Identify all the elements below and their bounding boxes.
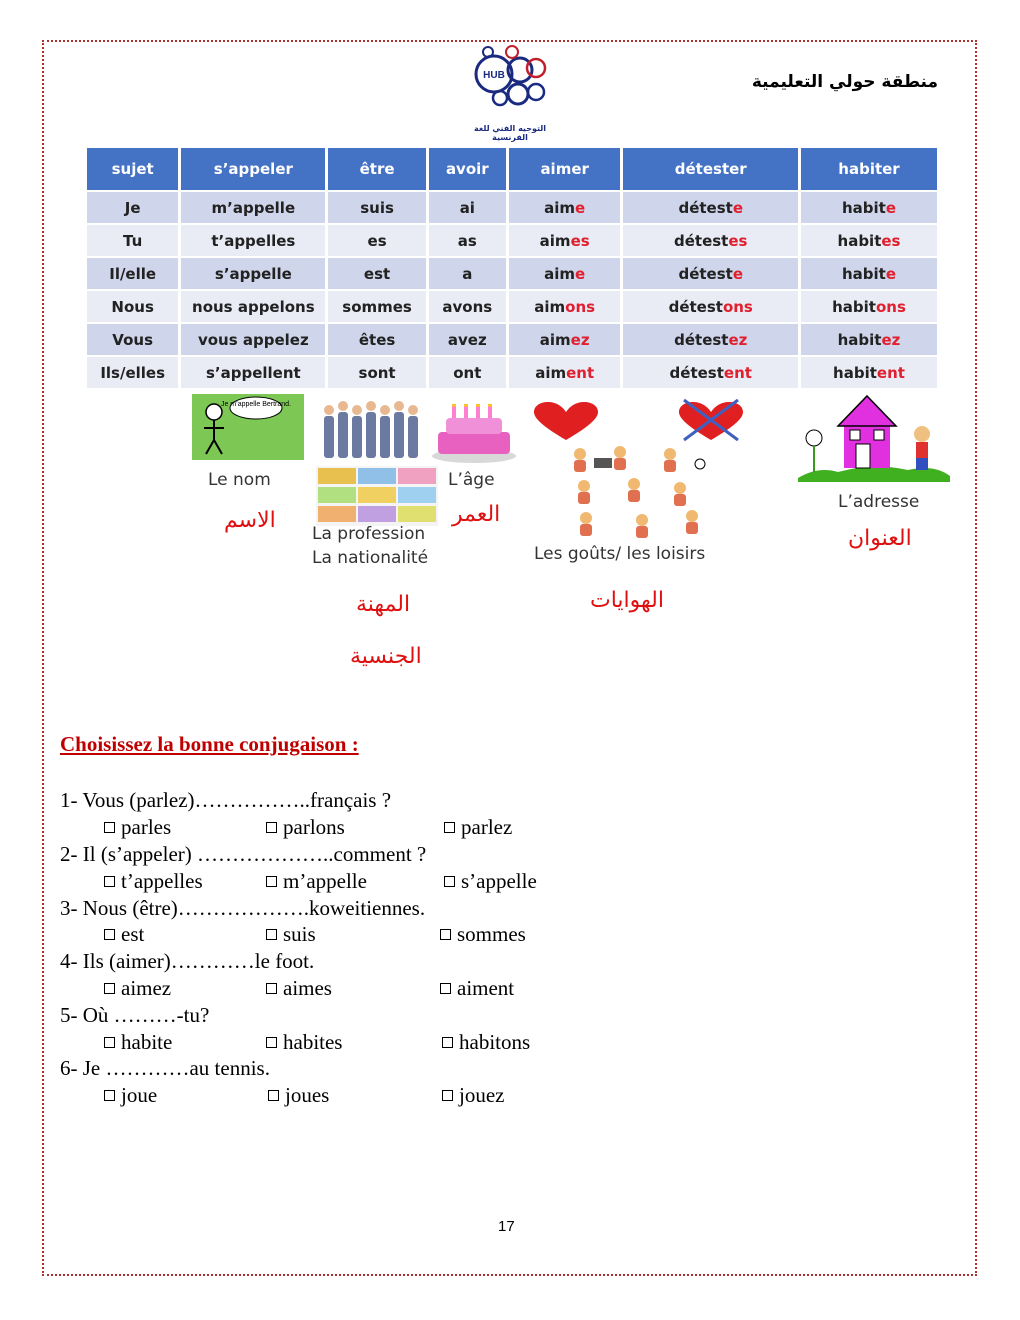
option-checkbox[interactable]: habites <box>266 1030 342 1055</box>
cell-aimer: aimez <box>509 324 621 355</box>
option-checkbox[interactable]: m’appelle <box>266 869 367 894</box>
speech-bubble-text: Je m’appelle Bertrand. <box>220 401 292 408</box>
cell-aimer: aimes <box>509 225 621 256</box>
checkbox-icon <box>266 876 277 887</box>
cell-detester: déteste <box>623 258 798 289</box>
col-header-avoir: avoir <box>429 148 506 190</box>
checkbox-icon <box>442 1090 453 1101</box>
cell-avoir: ai <box>429 192 506 223</box>
option-checkbox[interactable]: joues <box>268 1083 329 1108</box>
page-number: 17 <box>498 1218 515 1235</box>
house-icon <box>798 392 950 482</box>
cell-appeler: m’appelle <box>181 192 325 223</box>
checkbox-icon <box>104 876 115 887</box>
cell-aimer: aime <box>509 258 621 289</box>
option-checkbox[interactable]: aimez <box>104 976 171 1001</box>
col-header-aimer: aimer <box>509 148 621 190</box>
option-checkbox[interactable]: parlez <box>444 815 512 840</box>
cell-aimer: aimons <box>509 291 621 322</box>
checkbox-icon <box>442 1037 453 1048</box>
option-checkbox[interactable]: suis <box>266 922 316 947</box>
cell-detester: détestent <box>623 357 798 388</box>
caption-profession: La profession <box>312 524 426 544</box>
cell-aimer: aiment <box>509 357 621 388</box>
checkbox-icon <box>266 822 277 833</box>
checkbox-icon <box>104 822 115 833</box>
table-row <box>87 192 937 223</box>
cell-detester: détestons <box>623 291 798 322</box>
col-header-etre: être <box>328 148 425 190</box>
cell-habiter: habite <box>801 258 937 289</box>
cell-sujet: Ils/elles <box>87 357 178 388</box>
checkbox-icon <box>104 1090 115 1101</box>
cell-avoir: a <box>429 258 506 289</box>
cell-sujet: Nous <box>87 291 178 322</box>
col-header-sappeler: s’appeler <box>181 148 325 190</box>
checkbox-icon <box>444 822 455 833</box>
col-header-habiter: habiter <box>801 148 937 190</box>
cell-sujet: Tu <box>87 225 178 256</box>
cell-detester: détestes <box>623 225 798 256</box>
option-checkbox[interactable]: joue <box>104 1083 157 1108</box>
hobbies-illustration <box>560 440 710 540</box>
option-checkbox[interactable]: parlons <box>266 815 345 840</box>
checkbox-icon <box>440 929 451 940</box>
cell-detester: déteste <box>623 192 798 223</box>
cell-etre: es <box>328 225 425 256</box>
cell-sujet: Vous <box>87 324 178 355</box>
cell-etre: suis <box>328 192 425 223</box>
cell-detester: détestez <box>623 324 798 355</box>
question-3: 3- Nous (être)……………….koweitiennes. <box>60 896 426 920</box>
col-header-sujet: sujet <box>87 148 178 190</box>
question-4: 4- Ils (aimer)…………le foot. <box>60 949 315 973</box>
question-6: 6- Je …………au tennis. <box>60 1056 270 1080</box>
option-checkbox[interactable]: jouez <box>442 1083 504 1108</box>
cell-avoir: avez <box>429 324 506 355</box>
option-checkbox[interactable]: habitons <box>442 1030 530 1055</box>
cell-appeler: s’appelle <box>181 258 325 289</box>
cell-appeler: nous appelons <box>181 291 325 322</box>
ar-label-profession: المهنة <box>356 592 411 617</box>
logo-tagline: التوجيه الفني للغة الفرنسية <box>474 124 546 142</box>
option-checkbox[interactable]: aiment <box>440 976 514 1001</box>
table-row <box>87 357 937 388</box>
cell-avoir: as <box>429 225 506 256</box>
cell-habiter: habite <box>801 192 937 223</box>
col-header-detester: détester <box>623 148 798 190</box>
ar-label-nom: الاسم <box>224 508 276 533</box>
flags-illustration <box>316 466 438 526</box>
checkbox-icon <box>266 983 277 994</box>
cell-habiter: habites <box>801 225 937 256</box>
checkbox-icon <box>266 1037 277 1048</box>
heart-icon <box>532 402 600 442</box>
exercise-instruction: Choisissez la bonne conjugaison : <box>60 732 359 756</box>
question-1: 1- Vous (parlez)……………..français ? <box>60 788 392 812</box>
table-row <box>87 324 937 355</box>
option-checkbox[interactable]: sommes <box>440 922 526 947</box>
ar-label-loisirs: الهوايات <box>590 588 664 613</box>
table-row <box>87 225 937 256</box>
cell-sujet: Je <box>87 192 178 223</box>
checkbox-icon <box>268 1090 279 1101</box>
option-checkbox[interactable]: s’appelle <box>444 869 537 894</box>
conjugation-table <box>84 146 940 390</box>
checkbox-icon <box>444 876 455 887</box>
ar-label-adresse: العنوان <box>848 526 912 551</box>
cell-aimer: aime <box>509 192 621 223</box>
caption-gouts: Les goûts/ les loisirs <box>534 544 706 564</box>
option-checkbox[interactable]: est <box>104 922 144 947</box>
cell-habiter: habitez <box>801 324 937 355</box>
cell-appeler: s’appellent <box>181 357 325 388</box>
table-row <box>87 291 937 322</box>
cell-habiter: habitent <box>801 357 937 388</box>
cell-appeler: vous appelez <box>181 324 325 355</box>
checkbox-icon <box>104 983 115 994</box>
cell-etre: sommes <box>328 291 425 322</box>
cell-etre: sont <box>328 357 425 388</box>
name-illustration <box>192 394 304 460</box>
cell-etre: êtes <box>328 324 425 355</box>
table-header-row <box>87 148 937 190</box>
option-checkbox[interactable]: t’appelles <box>104 869 203 894</box>
cell-avoir: avons <box>429 291 506 322</box>
ar-label-nationalite: الجنسية <box>350 644 422 669</box>
caption-le-nom: Le nom <box>208 470 271 490</box>
checkbox-icon <box>266 929 277 940</box>
cell-habiter: habitons <box>801 291 937 322</box>
caption-age: L’âge <box>448 470 495 490</box>
question-5: 5- Où ………-tu? <box>60 1003 210 1027</box>
cell-etre: est <box>328 258 425 289</box>
caption-adresse: L’adresse <box>838 492 920 512</box>
cake-icon <box>430 404 518 464</box>
option-checkbox[interactable]: aimes <box>266 976 332 1001</box>
crossed-heart-icon <box>676 398 746 442</box>
logo-label: HUB <box>483 70 505 81</box>
option-checkbox[interactable]: parles <box>104 815 171 840</box>
header-title: منطقة حولي التعليمية <box>751 72 938 92</box>
table-row <box>87 258 937 289</box>
option-checkbox[interactable]: habite <box>104 1030 172 1055</box>
checkbox-icon <box>104 1037 115 1048</box>
checkbox-icon <box>104 929 115 940</box>
cell-avoir: ont <box>429 357 506 388</box>
people-illustration <box>318 398 428 464</box>
caption-nationalite: La nationalité <box>312 548 429 568</box>
checkbox-icon <box>440 983 451 994</box>
ar-label-age: العمر <box>452 502 501 527</box>
cell-appeler: t’appelles <box>181 225 325 256</box>
question-2: 2- Il (s’appeler) ………………..comment ? <box>60 842 427 866</box>
cell-sujet: Il/elle <box>87 258 178 289</box>
